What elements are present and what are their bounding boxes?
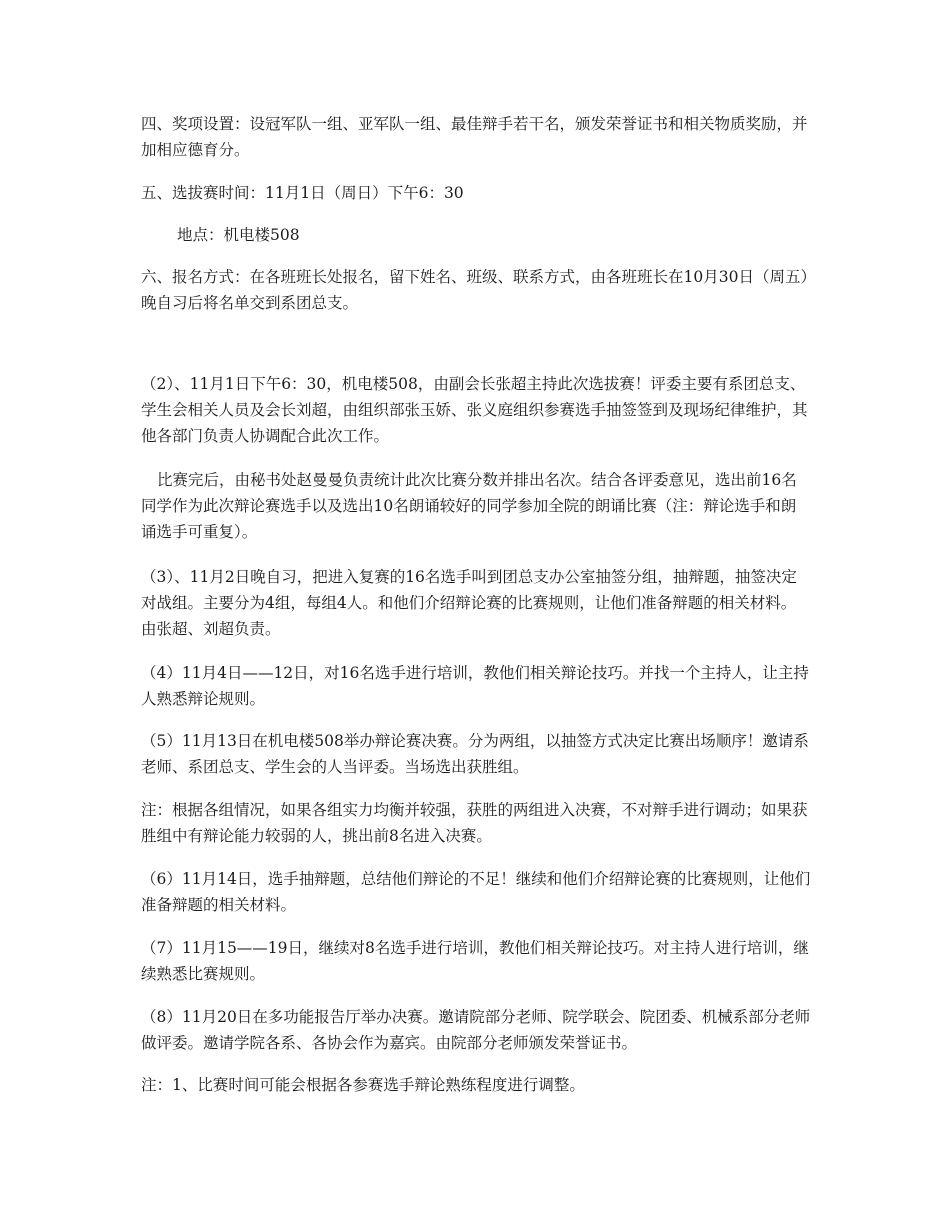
paragraph-step-7: （7）11月15——19日，继续对8名选手进行培训，教他们相关辩论技巧。对主持人进行培训，继续熟悉比赛规则。: [141, 939, 809, 983]
paragraph-note-final: 注：1、比赛时间可能会根据各参赛选手辩论熟练程度进行调整。: [141, 1076, 585, 1094]
paragraph-step-3: （3）、11月2日晚自习，把进入复赛的16名选手叫到团总支办公室抽签分组，抽辩题，抽签决定对战组。主要分为4组，每组4人。和他们介绍辩论赛的比赛规则，让他们准备辩题的相关材料。由张超、刘超负责。: [141, 568, 797, 638]
paragraph-note-1: 注：根据各组情况，如果各组实力均衡并较强，获胜的两组进入决赛，不对辩手进行调动；如果获胜组中有辩论能力较弱的人，挑出前8名进入决赛。: [141, 801, 808, 845]
paragraph-step-2: （2）、11月1日下午6：30，机电楼508，由副会长张超主持此次选拔赛！评委主要有系团总支、学生会相关人员及会长刘超，由组织部张玉娇、张义庭组织参赛选手抽签签到及现场纪律维护，其他各部门负责人协调配合此次工作。: [141, 375, 808, 445]
paragraph-awards: 四、奖项设置：设冠军队一组、亚军队一组、最佳辩手若干名，颁发荣誉证书和相关物质奖励，并加相应德育分。: [141, 115, 808, 159]
paragraph-location: 地点：机电楼508: [177, 226, 300, 244]
paragraph-step-6: （6）11月14日，选手抽辩题，总结他们辩论的不足！继续和他们介绍辩论赛的比赛规则，让他们准备辩题的相关材料。: [141, 870, 811, 914]
paragraph-after-competition: 比赛完后，由秘书处赵曼曼负责统计此次比赛分数并排出名次。结合各评委意见，选出前16名同学作为此次辩论赛选手以及选出10名朗诵较好的同学参加全院的朗诵比赛（注：辩论选手和朗诵选手可重复）。: [141, 471, 797, 541]
paragraph-step-5: （5）11月13日在机电楼508举办辩论赛决赛。分为两组，以抽签方式决定比赛出场顺序！邀请系老师、系团总支、学生会的人当评委。当场选出获胜组。: [141, 732, 809, 776]
paragraph-selection-time: 五、选拔赛时间：11月1日（周日）下午6：30: [141, 184, 464, 202]
paragraph-registration: 六、报名方式：在各班班长处报名，留下姓名、班级、联系方式，由各班班长在10月30日（周五）晚自习后将名单交到系团总支。: [141, 268, 809, 312]
paragraph-step-8: （8）11月20日在多功能报告厅举办决赛。邀请院部分老师、院学联会、院团委、机械系部分老师做评委。邀请学院各系、各协会作为嘉宾。由院部分老师颁发荣誉证书。: [141, 1008, 811, 1052]
paragraph-step-4: （4）11月4日——12日，对16名选手进行培训，教他们相关辩论技巧。并找一个主持人，让主持人熟悉辩论规则。: [141, 664, 809, 708]
